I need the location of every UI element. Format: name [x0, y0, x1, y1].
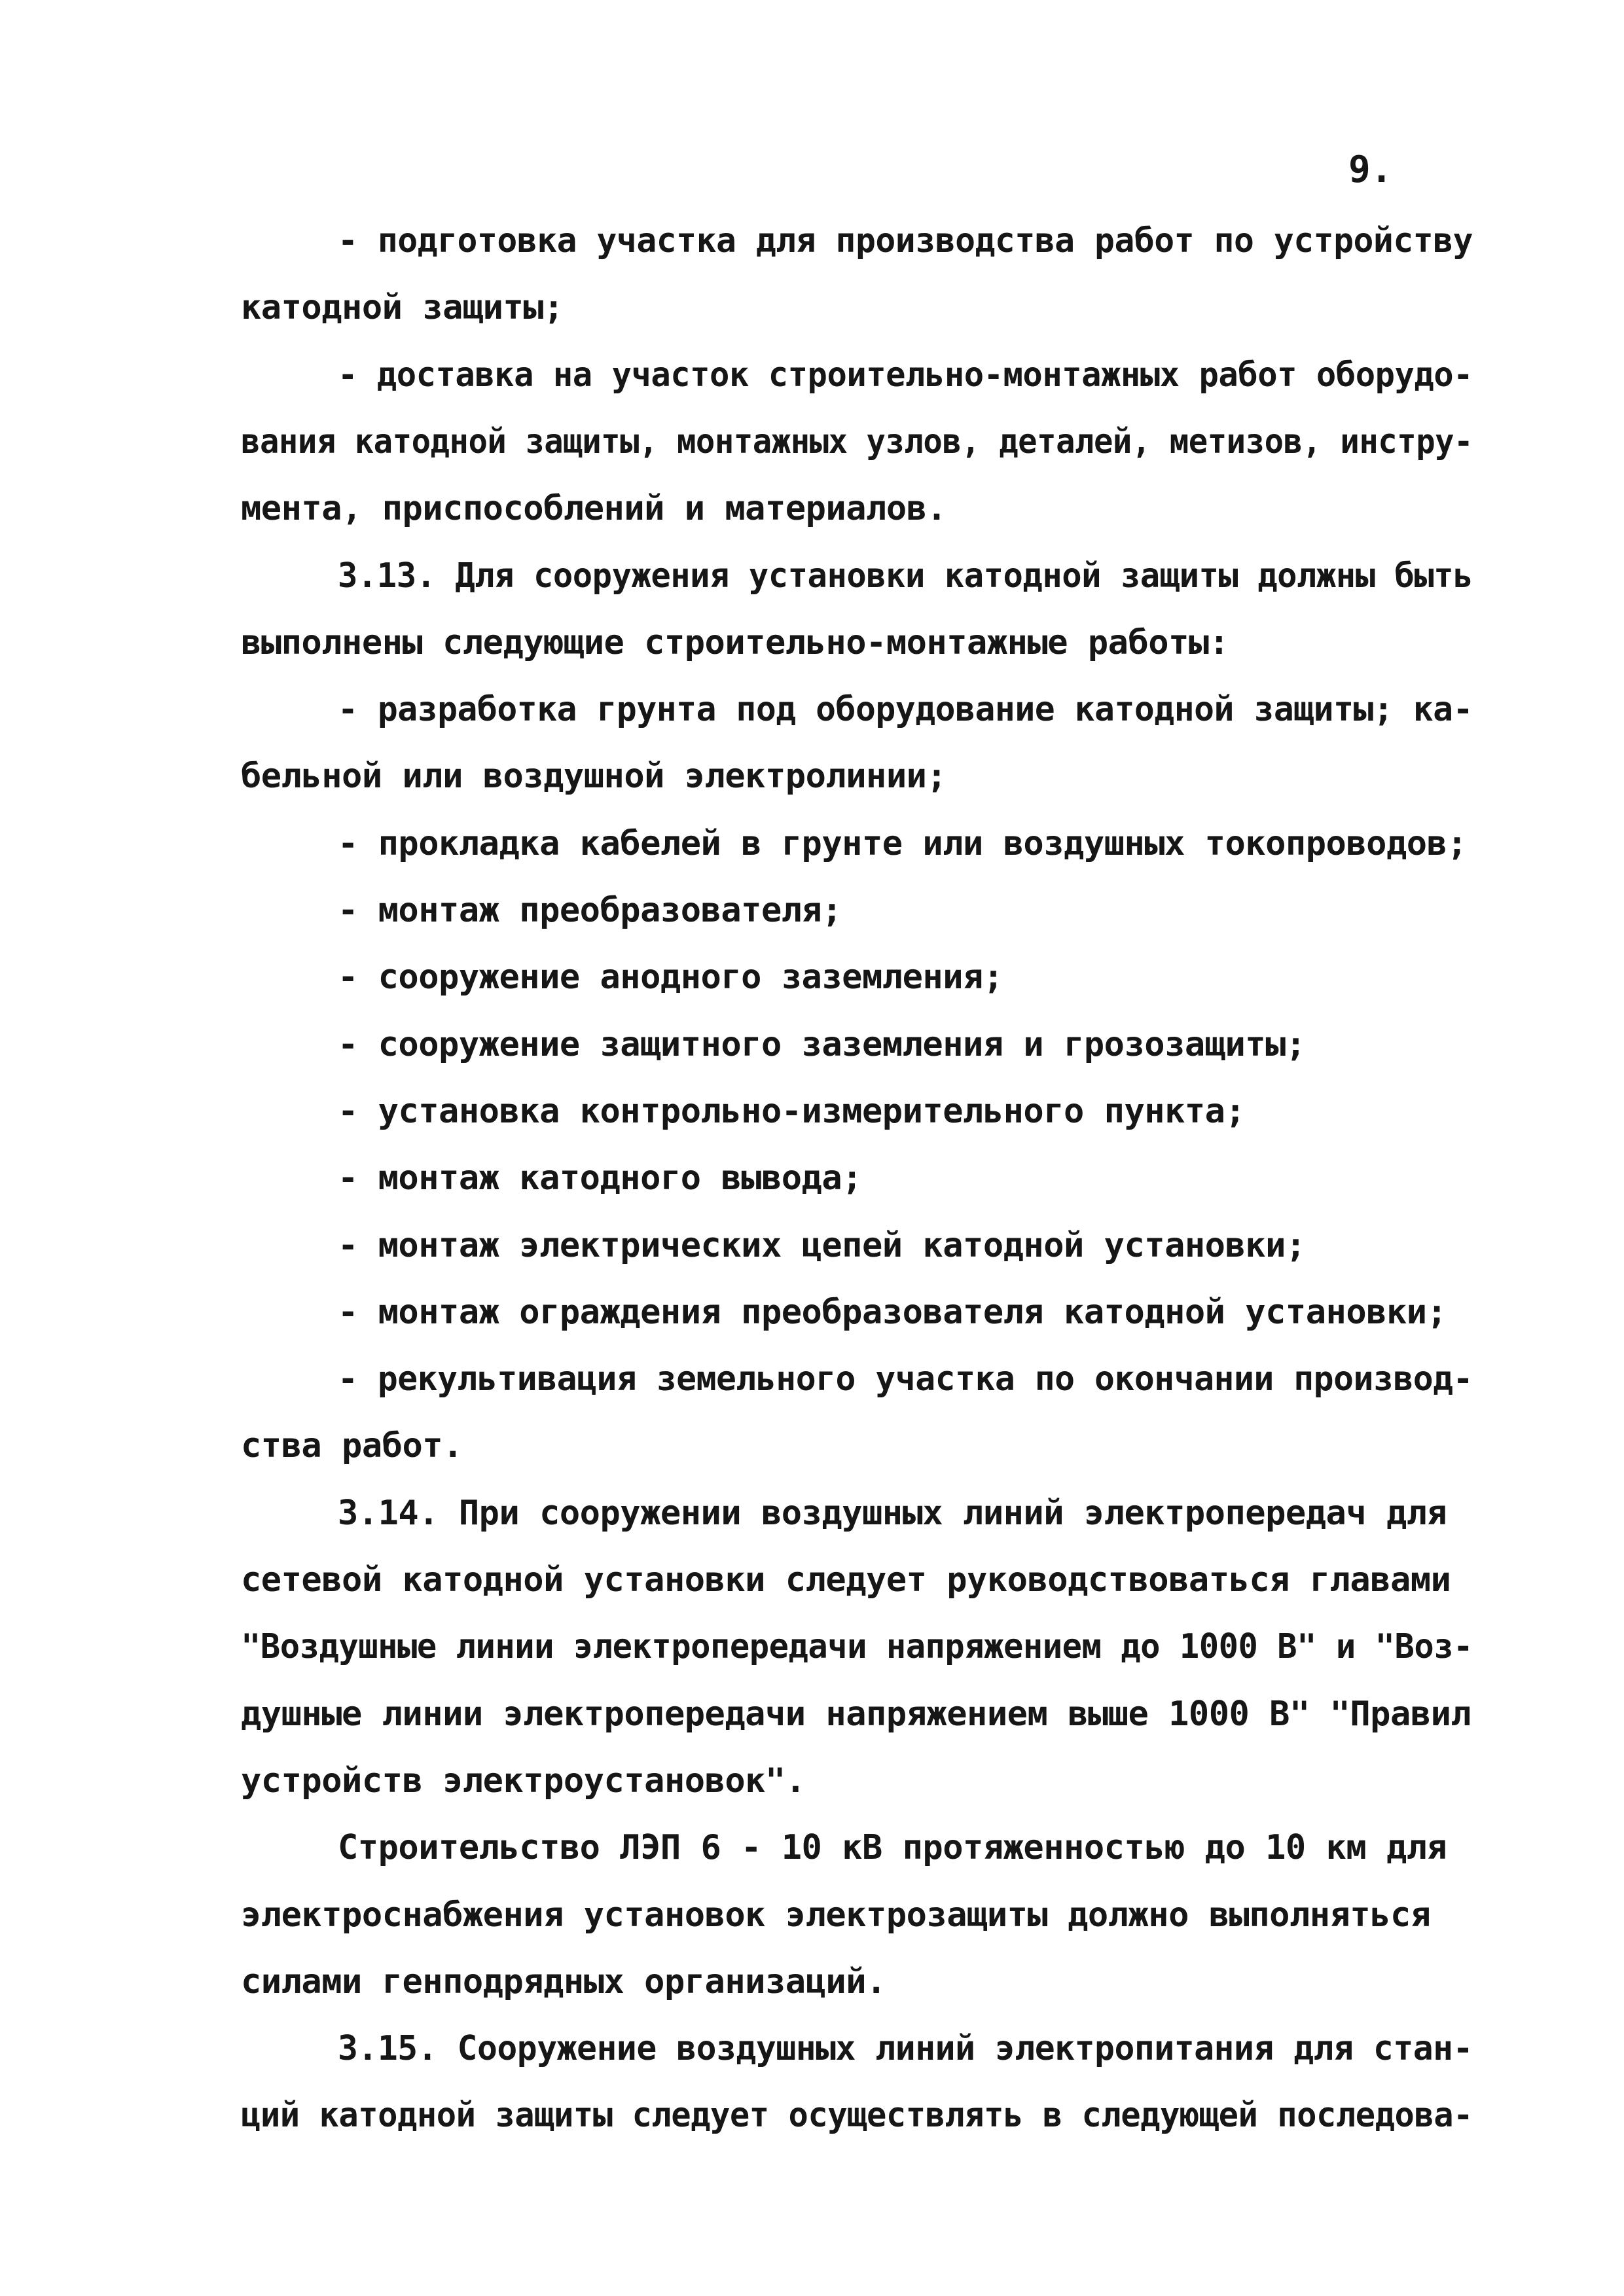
text-line: катодной защиты;	[241, 288, 564, 327]
text-line: - монтаж катодного вывода;	[338, 1158, 862, 1198]
text-line: - сооружение анодного заземления;	[338, 958, 1003, 997]
text-line: - рекультивация земельного участка по окончании производ-	[338, 1359, 1473, 1399]
text-line: - монтаж преобразователя;	[338, 891, 842, 930]
text-line: - разработка грунта под оборудование катодной защиты; ка-	[338, 690, 1473, 729]
text-line: - доставка на участок строительно-монтажных работ оборудо-	[338, 355, 1473, 395]
text-line: 3.15. Сооружение воздушных линий электропитания для стан-	[338, 2029, 1473, 2068]
text-line: Строительство ЛЭП 6 - 10 кВ протяженностью до 10 км для	[338, 1828, 1447, 1867]
text-line: устройств электроустановок".	[241, 1761, 806, 1801]
text-line: выполнены следующие строительно-монтажные работы:	[241, 623, 1229, 662]
text-line: 3.14. При сооружении воздушных линий электропередач для	[338, 1494, 1447, 1533]
text-line: - установка контрольно-измерительного пункта;	[338, 1092, 1246, 1131]
text-line: вания катодной защиты, монтажных узлов, деталей, метизов, инстру-	[241, 422, 1473, 461]
text-line: ций катодной защиты следует осуществлять в следующей последова-	[241, 2096, 1473, 2135]
text-line: душные линии электропередачи напряжением выше 1000 В" "Правил	[241, 1695, 1471, 1734]
text-line: - подготовка участка для производства работ по устройству	[338, 221, 1473, 260]
text-line: - монтаж ограждения преобразователя катодной установки;	[338, 1293, 1447, 1332]
text-line: электроснабжения установок электрозащиты должно выполняться	[241, 1895, 1431, 1935]
page-number: 9.	[1348, 149, 1393, 191]
text-line: - сооружение защитного заземления и грозозащиты;	[338, 1025, 1306, 1064]
text-line: - прокладка кабелей в грунте или воздушных токопроводов;	[338, 824, 1468, 863]
text-line: "Воздушные линии электропередачи напряжением до 1000 В" и "Воз-	[241, 1627, 1473, 1666]
text-line: 3.13. Для сооружения установки катодной защиты должны быть	[338, 556, 1473, 596]
text-line: мента, приспособлений и материалов.	[241, 489, 947, 528]
text-line: ства работ.	[241, 1426, 463, 1465]
text-line: силами генподрядных организаций.	[241, 1962, 886, 2001]
text-line: - монтаж электрических цепей катодной установки;	[338, 1226, 1306, 1265]
text-line: сетевой катодной установки следует руководствоваться главами	[241, 1560, 1451, 1600]
text-line: бельной или воздушной электролинии;	[241, 757, 947, 796]
